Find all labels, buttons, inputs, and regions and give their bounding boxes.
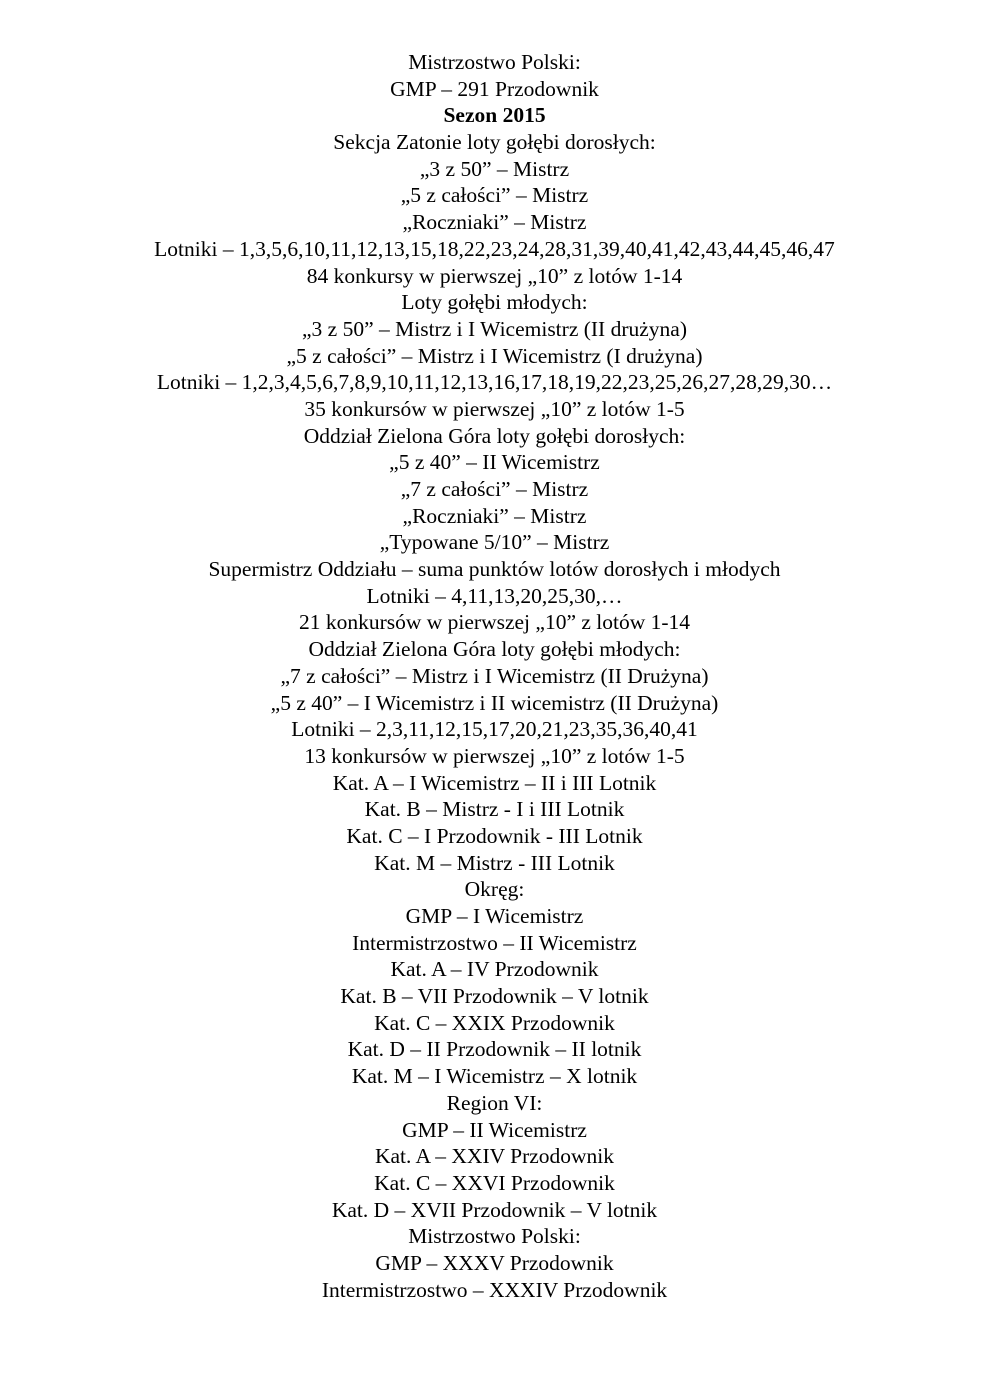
document-line: Kat. C – I Przodownik - III Lotnik	[346, 823, 643, 848]
document-line: Loty gołębi młodych:	[401, 290, 588, 315]
document-line: Kat. C – XXIX Przodownik	[374, 1010, 615, 1035]
document-line: Intermistrzostwo – XXXIV Przodownik	[321, 1277, 668, 1302]
document-line: Kat. M – I Wicemistrz – X lotnik	[351, 1064, 638, 1089]
document-line: Kat. A – I Wicemistrz – II i III Lotnik	[332, 770, 657, 795]
document-line: GMP – II Wicemistrz	[402, 1117, 587, 1142]
document-line: „7 z całości” – Mistrz	[400, 477, 589, 501]
document-line: 21 konkursów w pierwszej „10” z lotów 1-14	[298, 610, 691, 635]
document-line: GMP – XXXV Przodownik	[375, 1250, 614, 1275]
document-line: „5 z 40” – I Wicemistrz i II wicemistrz (II Drużyna)	[270, 690, 719, 715]
document-line: Lotniki – 4,11,13,20,25,30,…	[366, 583, 623, 608]
document-line: „Roczniaki” – Mistrz	[402, 503, 587, 528]
document-line: „Typowane 5/10” – Mistrz	[379, 530, 610, 555]
document-line: GMP – 291 Przodownik	[390, 76, 599, 101]
document-line: Kat. B – Mistrz - I i III Lotnik	[364, 797, 625, 822]
document-line: Supermistrz Oddziału – suma punktów lotów dorosłych i młodych	[208, 557, 781, 582]
document-line: „Roczniaki” – Mistrz	[402, 210, 587, 235]
document-line: „5 z całości” – Mistrz i I Wicemistrz (I drużyna)	[286, 343, 703, 368]
document-line: Lotniki – 1,3,5,6,10,11,12,13,15,18,22,23,24,28,31,39,40,41,42,43,44,45,46,47	[154, 236, 835, 261]
document-page	[0, 49, 989, 1303]
document-line: GMP – I Wicemistrz	[405, 904, 584, 928]
document-line: Kat. B – VII Przodownik – V lotnik	[340, 984, 649, 1009]
document-line: Lotniki – 1,2,3,4,5,6,7,8,9,10,11,12,13,16,17,18,19,22,23,25,26,27,28,29,30…	[156, 370, 833, 395]
document-line: „5 z 40” – II Wicemistrz	[389, 450, 600, 475]
document-line: Okręg:	[464, 877, 525, 902]
document-line: „3 z 50” – Mistrz	[419, 156, 570, 181]
document-line: Region VI:	[446, 1090, 543, 1115]
document-line: 35 konkursów w pierwszej „10” z lotów 1-5	[304, 396, 685, 421]
document-line: Kat. D – II Przodownik – II lotnik	[347, 1037, 642, 1062]
document-line: Kat. A – XXIV Przodownik	[374, 1144, 615, 1169]
document-line: Kat. A – IV Przodownik	[390, 957, 599, 982]
document-line: Intermistrzostwo – II Wicemistrz	[352, 930, 637, 955]
document-line: 13 konkursów w pierwszej „10” z lotów 1-5	[304, 743, 685, 768]
document-line: „7 z całości” – Mistrz i I Wicemistrz (II Drużyna)	[280, 663, 709, 688]
document-line: „5 z całości” – Mistrz	[400, 183, 589, 208]
document-line: Oddział Zielona Góra loty gołębi dorosłych:	[303, 423, 686, 448]
document-line: Kat. D – XVII Przodownik – V lotnik	[331, 1197, 658, 1222]
document-line: Kat. C – XXVI Przodownik	[374, 1170, 615, 1195]
document-line: Sekcja Zatonie loty gołębi dorosłych:	[333, 130, 656, 155]
document-line: „3 z 50” – Mistrz i I Wicemistrz (II drużyna)	[302, 316, 687, 341]
document-line: Oddział Zielona Góra loty gołębi młodych:	[308, 637, 681, 662]
document-line: 84 konkursy w pierwszej „10” z lotów 1-14	[306, 263, 683, 288]
document-line: Mistrzostwo Polski:	[408, 1224, 581, 1249]
document-line: Lotniki – 2,3,11,12,15,17,20,21,23,35,36,40,41	[291, 717, 698, 742]
document-line: Kat. M – Mistrz - III Lotnik	[374, 850, 615, 875]
document-line: Mistrzostwo Polski:	[408, 50, 581, 74]
season-heading: Sezon 2015	[443, 103, 546, 128]
